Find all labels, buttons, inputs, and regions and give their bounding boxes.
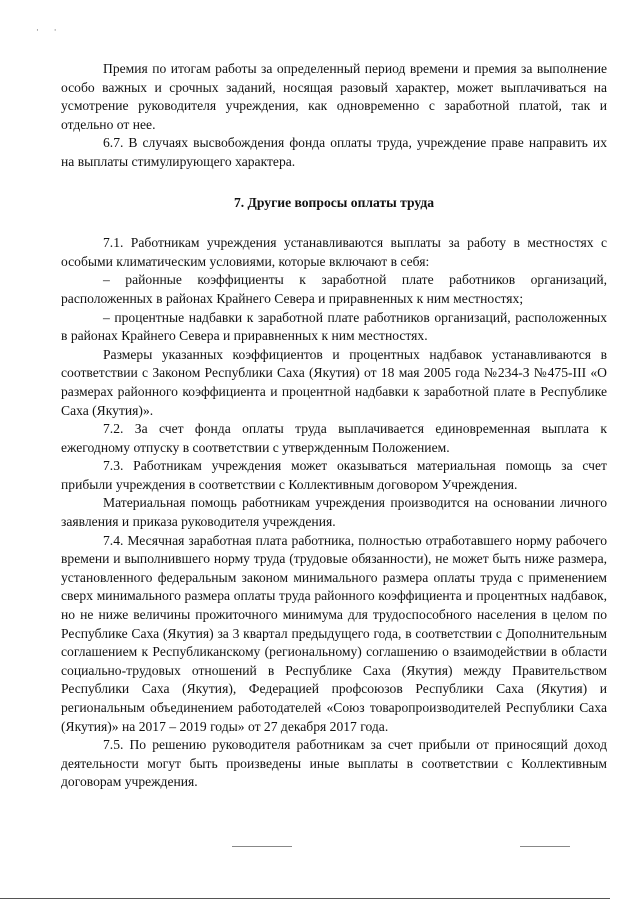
document-body: [61, 60, 607, 792]
paragraph-7-2: 7.2. За счет фонда оплаты труда выплачивается единовременная выплата к ежегодному отпуску в соответствии с утвержденным Положением.: [61, 421, 607, 455]
list-item-percentage-allowances: – процентные надбавки к заработной плате работников организаций, расположенных в районах Крайнего Севера и приравненных к ним местностях.: [61, 309, 607, 344]
paragraph-7-4: 7.4. Месячная заработная плата работника, полностью отработавшего норму рабочего времени и выполнившего норму труда (трудовые обязанности), не может быть ниже размера, установленного федеральным законом минимального размера оплаты труда с применением сверх минимального размера оплаты труда районного коэффициента и процентных надбавок, но не ниже величины прожиточного минимума для трудоспособного населения в целом по Республике Саха (Якутия) за 3 квартал предыдущего года, в соответствии с Дополнительным соглашением к Республиканскому (региональному) соглашению о взаимодействии в области социально-трудовых отношений в Республике Саха (Якутия) между Правительством Республики Саха (Якутия), Федерацией профсоюзов Республики Саха (Якутия) и региональным объединением работодателей «Союз товаропроизводителей Республики Саха (Якутия)» на 2017 – 2019 годы» от 27 декабря 2017 года.: [61, 532, 607, 734]
paragraph-7-1: 7.1. Работникам учреждения устанавливаются выплаты за работу в местностях с особыми климатическим условиями, которые включают в себя:: [61, 235, 607, 269]
scan-artifact: · ·: [36, 26, 63, 36]
section-title: 7. Другие вопросы оплаты труда: [233, 194, 435, 210]
paragraph-6-7: 6.7. В случаях высвобождения фонда оплаты труда, учреждение праве направить их на выплаты стимулирующего характера.: [61, 135, 607, 169]
paragraph-coefficient-sizes: Размеры указанных коэффициентов и процентных надбавок устанавливаются в соответствии с Законом Республики Саха (Якутия) от 18 мая 2005 года №234-З №475-III «О размерах районного коэффициента и процентной надбавки к заработной плате в Республике Саха (Якутия)».: [61, 346, 607, 418]
paragraph-bonus: Премия по итогам работы за определенный период времени и премия за выполнение особо важных и срочных заданий, носящая разовый характер, может выплачиваться на усмотрение руководителя учреждения, как одновременно с заработной платой, так и отдельно от нее.: [61, 61, 607, 132]
page-bottom-edge: [0, 898, 610, 899]
paragraph-7-5: 7.5. По решению руководителя работникам за счет прибыли от приносящий доход деятельности могут быть произведены иные выплаты в соответствии с Коллективным договорам учреждения.: [61, 737, 607, 790]
paragraph-7-3: 7.3. Работникам учреждения может оказываться материальная помощь за счет прибыли учреждения в соответствии с Коллективным договором Учреждения.: [61, 458, 607, 492]
scan-artifact-line: [520, 846, 570, 847]
paragraph-material-aid: Материальная помощь работникам учреждения производится на основании личного заявления и приказа руководителя учреждения.: [61, 495, 607, 530]
list-item-district-coefficients: – районные коэффициенты к заработной плате работников организаций, расположенных в районах Крайнего Севера и приравненных к ним местностях;: [61, 272, 607, 306]
scan-artifact-line: [232, 846, 292, 847]
